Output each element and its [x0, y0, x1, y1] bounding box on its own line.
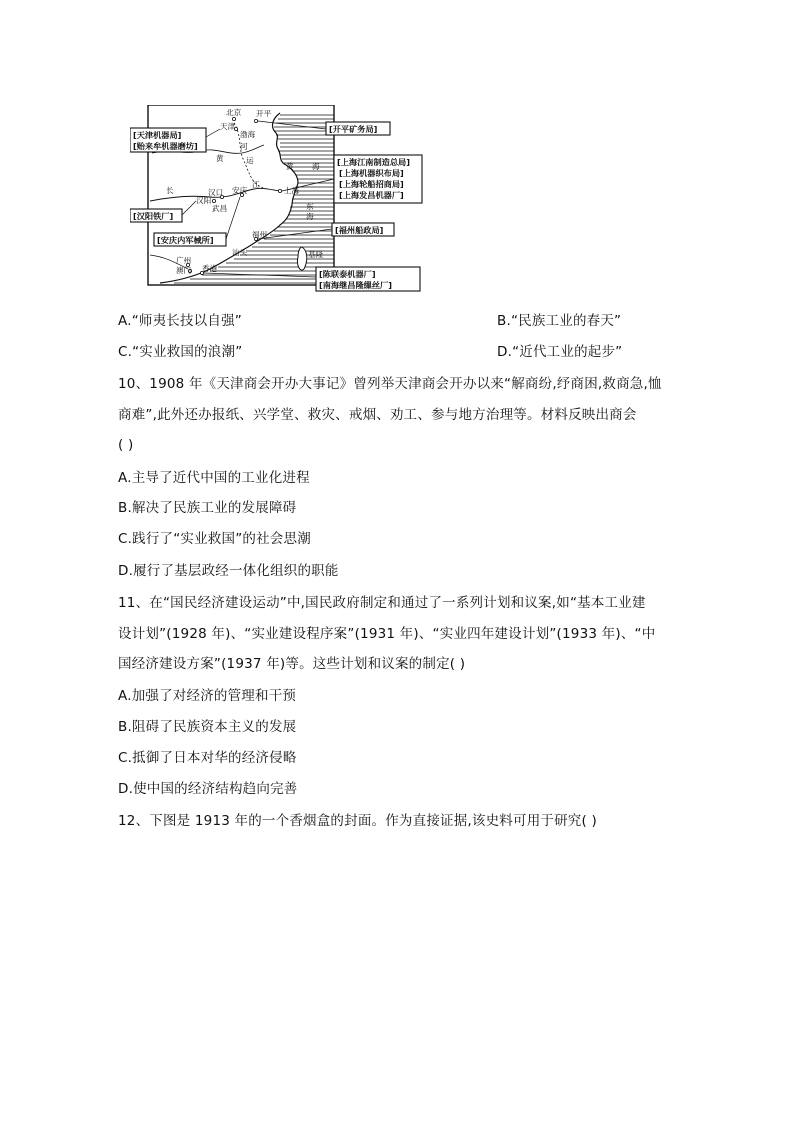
q11-option-a: A.加强了对经济的管理和干预 [118, 688, 297, 704]
q11-stem-line-2: 设计划”(1928 年)、“实业建设程序案”(1931 年)、“实业四年建设计划”(1933 年)、“中 [118, 626, 656, 642]
svg-text:[贻来牟机器磨坊]: [贻来牟机器磨坊] [133, 141, 198, 151]
map-label-bohai: 渤海 [240, 130, 256, 139]
map-label-kaiping: 开平 [256, 109, 272, 118]
svg-text:[上海江南制造总局]: [上海江南制造总局] [337, 157, 410, 167]
map-label-hankou: 汉口 [208, 188, 224, 197]
box-hanyang [130, 209, 182, 222]
map-label-huang: 黄 [216, 154, 224, 163]
box-kaiping [326, 122, 390, 135]
svg-text:[开平矿务局]: [开平矿务局] [329, 124, 378, 134]
map-label-fuzhou: 福州 [252, 230, 268, 239]
q10-option-a: A.主导了近代中国的工业化进程 [118, 470, 310, 486]
map-label-wuchang: 武昌 [212, 204, 228, 213]
taiwan-island [297, 247, 306, 270]
map-label-sea-1: 海 [312, 162, 320, 171]
map-label-shanghai: 上海 [284, 186, 300, 195]
box-tianjin [130, 128, 206, 152]
svg-text:[汉阳铁厂]: [汉阳铁厂] [133, 211, 174, 221]
q10-answer-blank: ( ) [118, 437, 134, 453]
q9-option-c: C.“实业救国的浪潮” [118, 344, 243, 360]
svg-text:[陈联泰机器厂]: [陈联泰机器厂] [319, 269, 376, 279]
map-label-jilong: 基隆 [308, 250, 324, 259]
historical-map-figure [130, 105, 440, 295]
map-label-anqing: 安庆 [232, 186, 248, 195]
map-label-shantou: 汕头 [232, 248, 248, 257]
box-guangdong [316, 267, 420, 291]
box-shanghai [334, 155, 422, 203]
map-label-chang: 长 [166, 186, 174, 195]
q10-stem-line-2: 商难”,此外还办报纸、兴学堂、救灾、戒烟、劝工、参与地方治理等。材料反映出商会 [118, 407, 637, 423]
q11-option-c: C.抵御了日本对华的经济侵略 [118, 750, 297, 766]
map-label-aomen: 澳门 [176, 266, 192, 275]
map-label-hanyang: 汉阳 [196, 196, 212, 205]
svg-text:[上海轮船招商局]: [上海轮船招商局] [339, 179, 404, 189]
svg-text:[福州船政局]: [福州船政局] [335, 225, 384, 235]
svg-text:[上海发昌机器厂]: [上海发昌机器厂] [339, 190, 404, 200]
map-label-huang-sea: 黄 [286, 162, 294, 171]
box-anqing [154, 233, 226, 246]
svg-text:[天津机器局]: [天津机器局] [133, 130, 182, 140]
q11-option-b: B.阻碍了民族资本主义的发展 [118, 719, 297, 735]
map-label-dong: 东 [306, 202, 314, 211]
q11-stem-line-3: 国经济建设方案”(1937 年)等。这些计划和议案的制定( ) [118, 656, 466, 672]
q11-option-d: D.使中国的经济结构趋向完善 [118, 781, 298, 797]
map-label-xianggang: 香港 [202, 264, 218, 273]
map-label-tianjin: 天津 [220, 122, 236, 131]
q12-stem: 12、下图是 1913 年的一个香烟盒的封面。作为直接证据,该史料可用于研究( ) [118, 813, 597, 829]
q9-option-b: B.“民族工业的春天” [497, 313, 622, 329]
q10-option-c: C.践行了“实业救国”的社会思潮 [118, 531, 311, 547]
q9-option-a: A.“师夷长技以自强” [118, 313, 242, 329]
q9-option-d: D.“近代工业的起步” [497, 344, 623, 360]
map-label-sea-2: 海 [306, 212, 314, 221]
q11-stem-line-1: 11、在“国民经济建设运动”中,国民政府制定和通过了一系列计划和议案,如“基本工业建 [118, 595, 646, 611]
map-label-yun: 运 [246, 156, 254, 165]
map-label-guangzhou: 广州 [176, 256, 192, 265]
box-fuzhou [332, 223, 394, 236]
svg-text:[南海继昌隆缫丝厂]: [南海继昌隆缫丝厂] [319, 280, 392, 290]
q10-option-d: D.履行了基层政经一体化组织的职能 [118, 563, 339, 579]
svg-text:[安庆内军械所]: [安庆内军械所] [157, 235, 214, 245]
map-label-he-north: 河 [240, 142, 248, 151]
map-label-beijing: 北京 [226, 108, 242, 117]
q10-stem-line-1: 10、1908 年《天津商会开办大事记》曾列举天津商会开办以来“解商纷,纾商困,救商急,恤 [118, 376, 662, 392]
q10-option-b: B.解决了民族工业的发展障碍 [118, 500, 297, 516]
svg-text:[上海机器织布局]: [上海机器织布局] [339, 168, 404, 178]
map-label-jiang: 江 [252, 180, 260, 189]
